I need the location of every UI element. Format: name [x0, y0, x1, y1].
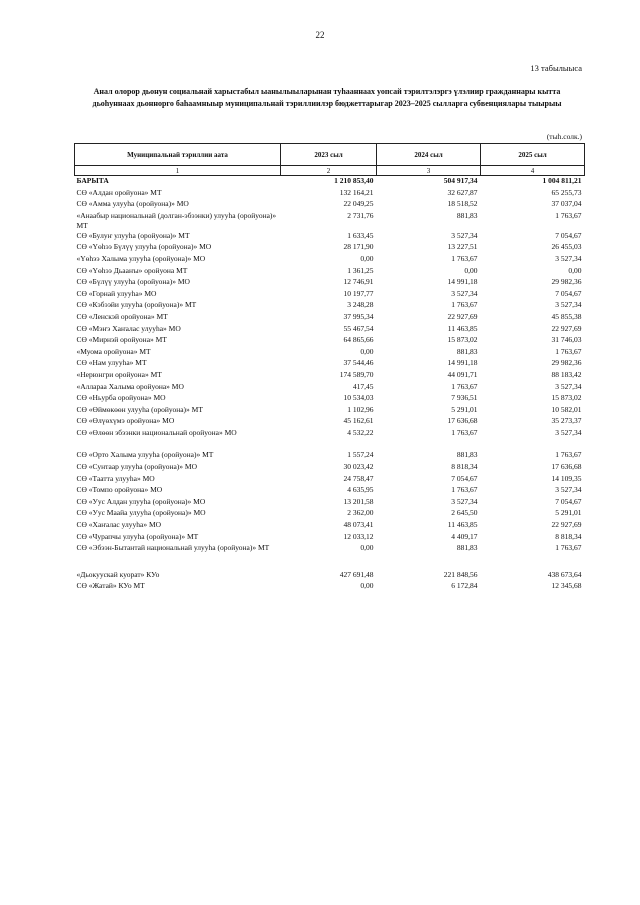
value-2025: 1 763,67 [555, 210, 582, 220]
value-2025: 45 855,38 [551, 311, 582, 321]
row-name: «Үөһээ Халыма улууһа (оройуона)» МО [76, 253, 206, 263]
total-2023: 1 210 853,40 [334, 176, 374, 185]
value-2024: 22 927,69 [447, 311, 478, 321]
value-2025: 26 455,03 [551, 242, 582, 252]
table-row [75, 242, 585, 254]
value-2023: 55 467,54 [343, 323, 374, 333]
table-row [75, 416, 585, 428]
value-2023: 24 758,47 [343, 473, 374, 483]
value-2024: 4 409,17 [451, 531, 478, 541]
value-2025: 0,00 [568, 265, 582, 275]
value-2024: 1 763,67 [451, 427, 478, 437]
value-2025: 438 673,64 [547, 569, 582, 579]
table-row [75, 428, 585, 440]
row-name: СӨ «Сунтаар улууһа (оройуона)» МО [76, 462, 198, 472]
table-row [75, 289, 585, 301]
row-name: «Дьокуускай куорат» КУо [76, 569, 160, 579]
table-row [75, 508, 585, 520]
value-2023: 37 995,34 [343, 311, 374, 321]
total-2025: 1 004 811,21 [542, 176, 582, 185]
value-2023: 417,45 [352, 381, 374, 391]
row-name: СӨ «Ленскэй оройуона» МТ [76, 311, 168, 321]
row-name: СӨ «Бүлүү улууһа (оройуона)» МО [76, 277, 190, 287]
table-row [75, 312, 585, 324]
value-2023: 22 049,25 [343, 199, 374, 209]
table-row [75, 581, 585, 593]
table-row [75, 570, 585, 582]
value-2024: 11 463,85 [447, 520, 478, 530]
value-2024: 5 291,01 [451, 404, 478, 414]
row-name: СӨ «Өлөөн эбээнки национальнай оройуона» МО [76, 427, 237, 437]
spacer-row [75, 555, 585, 570]
column-number: 4 [481, 166, 585, 176]
value-2025: 7 054,67 [555, 496, 582, 506]
table-row [75, 254, 585, 266]
value-2024: 14 991,18 [447, 277, 478, 287]
row-name: СӨ «Амма улууһа (оройуона)» МО [76, 199, 189, 209]
row-name: СӨ «Жатай» КУо МТ [76, 581, 145, 591]
value-2024: 3 527,34 [451, 496, 478, 506]
table-header-row [75, 144, 585, 166]
column-number: 3 [377, 166, 481, 176]
total-2024: 504 917,34 [443, 176, 478, 185]
table-row [75, 450, 585, 462]
value-2023: 132 164,21 [339, 187, 374, 197]
row-name: СӨ «Мэҥэ Хаҥалас улууһа» МО [76, 323, 181, 333]
header-2025: 2025 сыл [481, 144, 585, 166]
value-2025: 3 527,34 [555, 485, 582, 495]
value-2025: 7 054,67 [555, 288, 582, 298]
row-name: СӨ «Чурапчы улууһа (оройуона)» МТ [76, 531, 199, 541]
value-2024: 1 763,67 [451, 300, 478, 310]
column-number: 1 [75, 166, 281, 176]
value-2025: 88 183,42 [551, 369, 582, 379]
value-2023: 48 073,41 [343, 520, 374, 530]
value-2023: 1 633,45 [347, 230, 374, 240]
value-2024: 881,83 [456, 210, 478, 220]
row-name: СӨ «Өймөкөөн улууһа (оройуона)» МТ [76, 404, 203, 414]
row-name: СӨ «Горнай улууһа» МО [76, 288, 157, 298]
value-2024: 1 763,67 [451, 485, 478, 495]
row-name: СӨ «Орто Халыма улууһа (оройуона)» МТ [76, 450, 214, 460]
table-row [75, 335, 585, 347]
row-name: «Анаабыр национальнай (долган-эбээнки) улууһа (оройуона)» МТ [76, 210, 277, 230]
value-2024: 1 763,67 [451, 381, 478, 391]
table-row [75, 277, 585, 289]
value-2025: 65 255,73 [551, 187, 582, 197]
value-2025: 1 763,67 [555, 543, 582, 553]
table-row [75, 370, 585, 382]
value-2023: 174 589,70 [339, 369, 374, 379]
row-name: СӨ «Уус Маайа улууһа (оройуона)» МО [76, 508, 206, 518]
value-2025: 1 763,67 [555, 346, 582, 356]
page-number: 22 [315, 30, 325, 40]
value-2023: 2 362,00 [347, 508, 374, 518]
value-2024: 3 527,34 [451, 288, 478, 298]
subvention-table [74, 143, 585, 593]
value-2024: 13 227,51 [447, 242, 478, 252]
value-2025: 31 746,03 [551, 335, 582, 345]
value-2024: 14 991,18 [447, 358, 478, 368]
table-row [75, 520, 585, 532]
column-number: 2 [281, 166, 377, 176]
table-row [75, 497, 585, 509]
value-2023: 427 691,48 [339, 569, 374, 579]
row-name: «Аллараа Халыма оройуона» МО [76, 381, 184, 391]
value-2023: 0,00 [360, 543, 374, 553]
row-name: «Муома оройуона» МТ [76, 346, 151, 356]
value-2024: 11 463,85 [447, 323, 478, 333]
table-row [75, 266, 585, 278]
table-row [75, 485, 585, 497]
value-2024: 221 848,56 [443, 569, 478, 579]
row-name: СӨ «Үөһээ Дьааҥы» оройуона МТ [76, 265, 188, 275]
table-row [75, 382, 585, 394]
table-row [75, 543, 585, 555]
value-2025: 17 636,68 [551, 462, 582, 472]
appendix-label: 13 табылыыса [530, 63, 582, 73]
table-row [75, 199, 585, 211]
table-row [75, 211, 585, 231]
header-2024: 2024 сыл [377, 144, 481, 166]
table-row [75, 231, 585, 243]
value-2023: 10 534,03 [343, 393, 374, 403]
row-name: СӨ «Уус Алдан улууһа (оройуона)» МО [76, 496, 206, 506]
value-2025: 3 527,34 [555, 253, 582, 263]
row-name: СӨ «Томпо оройуона» МО [76, 485, 163, 495]
value-2025: 29 982,36 [551, 358, 582, 368]
table-row [75, 474, 585, 486]
unit-label: (тыһ.солк.) [546, 132, 582, 141]
table-row [75, 358, 585, 370]
value-2024: 7 054,67 [451, 473, 478, 483]
table-row [75, 188, 585, 200]
value-2025: 1 763,67 [555, 450, 582, 460]
value-2023: 1 102,96 [347, 404, 374, 414]
row-name: СӨ «Таатта улууһа» МО [76, 473, 155, 483]
row-name: СӨ «Алдан оройуона» МТ [76, 187, 162, 197]
value-2023: 45 162,61 [343, 416, 374, 426]
value-2024: 881,83 [456, 450, 478, 460]
value-2024: 15 873,02 [447, 335, 478, 345]
value-2025: 3 527,34 [555, 427, 582, 437]
value-2024: 17 636,68 [447, 416, 478, 426]
row-name: СӨ «Мирнэй оройуона» МТ [76, 335, 167, 345]
value-2024: 1 763,67 [451, 253, 478, 263]
row-name: СӨ «Нам улууһа» МТ [76, 358, 147, 368]
value-2023: 0,00 [360, 253, 374, 263]
row-name: «Нерюнгри оройуона» МТ [76, 369, 162, 379]
value-2023: 0,00 [360, 581, 374, 591]
value-2025: 22 927,69 [551, 520, 582, 530]
total-row [75, 176, 585, 188]
value-2024: 8 818,34 [451, 462, 478, 472]
spacer-row [75, 439, 585, 450]
row-name: СӨ «Кэбээйи улууһа (оройуона)» МТ [76, 300, 197, 310]
value-2024: 7 936,51 [451, 393, 478, 403]
value-2023: 4 532,22 [347, 427, 374, 437]
table-row [75, 300, 585, 312]
value-2024: 2 645,50 [451, 508, 478, 518]
value-2024: 32 627,87 [447, 187, 478, 197]
value-2023: 2 731,76 [347, 210, 374, 220]
value-2023: 10 197,77 [343, 288, 374, 298]
value-2023: 0,00 [360, 346, 374, 356]
value-2025: 35 273,37 [551, 416, 582, 426]
value-2025: 14 109,35 [551, 473, 582, 483]
value-2024: 44 091,71 [447, 369, 478, 379]
value-2023: 28 171,90 [343, 242, 374, 252]
table-row [75, 393, 585, 405]
row-name: СӨ «Эбээн-Бытантай национальнай улууһа (оройуона)» МТ [76, 543, 270, 553]
value-2025: 3 527,34 [555, 300, 582, 310]
value-2023: 1 557,24 [347, 450, 374, 460]
value-2025: 22 927,69 [551, 323, 582, 333]
total-label: БАРЫТА [76, 176, 109, 185]
value-2023: 4 635,95 [347, 485, 374, 495]
table-row [75, 405, 585, 417]
header-2023: 2023 сыл [281, 144, 377, 166]
value-2023: 30 023,42 [343, 462, 374, 472]
value-2023: 12 033,12 [343, 531, 374, 541]
row-name: СӨ «Үөһээ Бүлүү улууһа (оройуона)» МО [76, 242, 212, 252]
document-title: Анал олорор дьонун социальнай харыстабыл ыанылыыларынан туһааннаах уопсай тэрилтэлэргэ үлэлиир гражданнары кытта дьоһуннаах дьоннорго баһаамныыр муниципальнай тэриллиилэр бюджеттарыгар 2023–2025 сылларга субвенциялары тыырыы [92, 87, 562, 108]
value-2025: 12 345,68 [551, 581, 582, 591]
table-column-numbers-row [75, 166, 585, 176]
value-2023: 12 746,91 [343, 277, 374, 287]
value-2023: 1 361,25 [347, 265, 374, 275]
header-municipality: Муниципальнай тэриллии аата [75, 144, 281, 166]
value-2024: 6 172,84 [451, 581, 478, 591]
table-row [75, 462, 585, 474]
value-2024: 0,00 [464, 265, 478, 275]
value-2025: 7 054,67 [555, 230, 582, 240]
table-row [75, 532, 585, 544]
row-name: СӨ «Булуҥ улууһа (оройуона)» МТ [76, 230, 190, 240]
value-2024: 18 518,52 [447, 199, 478, 209]
value-2025: 15 873,02 [551, 393, 582, 403]
value-2023: 3 248,28 [347, 300, 374, 310]
value-2025: 29 982,36 [551, 277, 582, 287]
value-2024: 3 527,34 [451, 230, 478, 240]
row-name: СӨ «Ньурба оройуона» МО [76, 393, 166, 403]
value-2023: 13 201,58 [343, 496, 374, 506]
value-2023: 37 544,46 [343, 358, 374, 368]
value-2025: 37 037,04 [551, 199, 582, 209]
row-name: СӨ «Өлүөхүмэ оройуона» МО [76, 416, 175, 426]
value-2025: 5 291,01 [555, 508, 582, 518]
value-2025: 10 582,01 [551, 404, 582, 414]
table-body [75, 176, 585, 594]
value-2025: 8 818,34 [555, 531, 582, 541]
table-row [75, 324, 585, 336]
table-row [75, 347, 585, 359]
row-name: СӨ «Хаҥалас улууһа» МО [76, 520, 162, 530]
value-2024: 881,83 [456, 346, 478, 356]
value-2023: 64 865,66 [343, 335, 374, 345]
value-2025: 3 527,34 [555, 381, 582, 391]
value-2024: 881,83 [456, 543, 478, 553]
